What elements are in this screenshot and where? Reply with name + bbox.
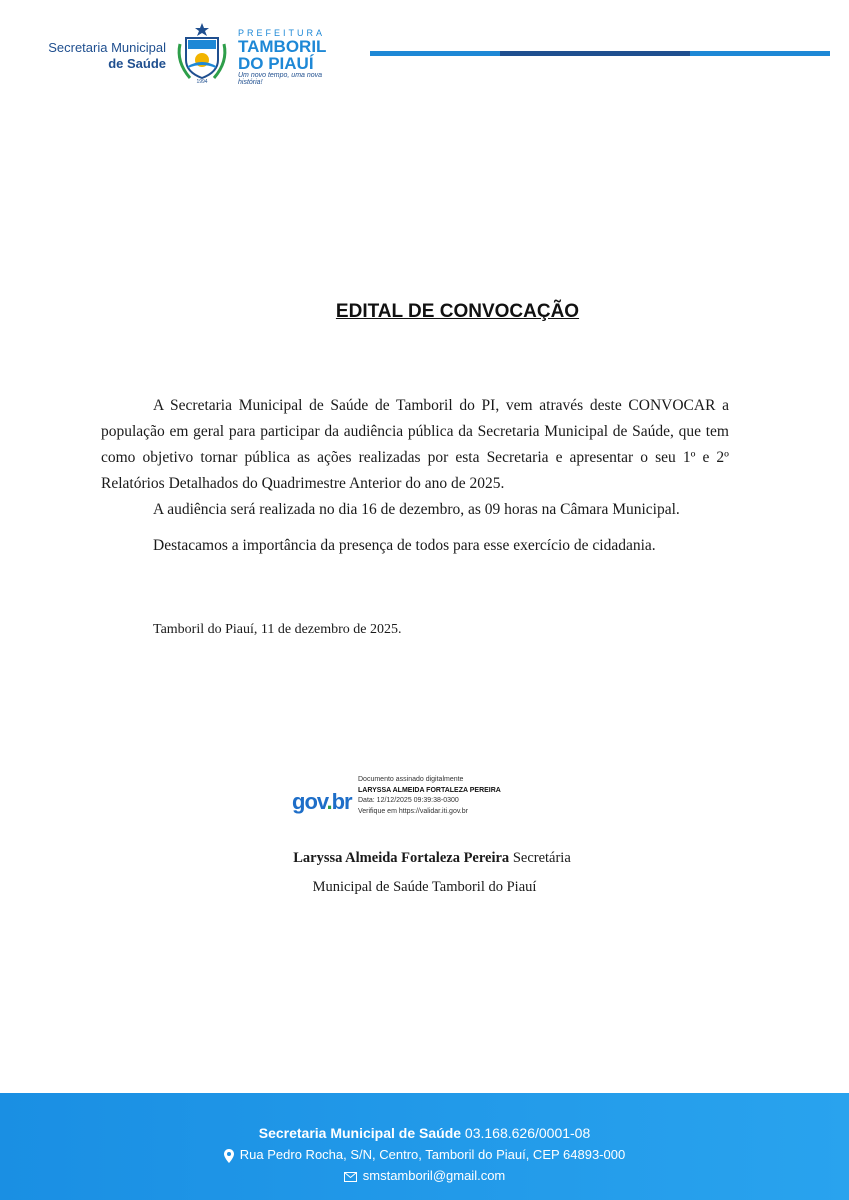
footer <box>0 1093 849 1200</box>
signature-line1: Documento assinado digitalmente <box>358 776 464 783</box>
place-date: Tamboril do Piauí, 11 de dezembro de 2025. <box>153 622 402 637</box>
govbr-logo <box>292 789 352 815</box>
signer-block <box>0 844 849 902</box>
govbr-logo-dot: . <box>326 789 332 814</box>
signer-line1 <box>0 844 849 873</box>
footer-org: Secretaria Municipal de Saúde <box>258 1125 462 1141</box>
paragraph-1: A Secretaria Municipal de Saúde de Tamboril do PI, vem através deste CONVOCAR a população em geral para participar da audiência pública da Secretaria Municipal de Saúde, que tem como objetivo tornar pública as ações realizadas por esta Secretaria e apresentar o seu 1º e 2º Relatórios Detalhados do Quadrimestre Anterior do ano de 2025. <box>101 397 729 492</box>
signature-line2: LARYSSA ALMEIDA FORTALEZA PEREIRA <box>358 786 501 794</box>
signer-role-part2: Municipal de Saúde Tamboril do Piauí <box>312 879 537 895</box>
digital-signature-stamp <box>288 775 548 825</box>
signature-line4: Verifique em https://validar.iti.gov.br <box>358 807 468 815</box>
document-title: EDITAL DE CONVOCAÇÃO <box>335 301 580 322</box>
header-brand <box>36 40 166 72</box>
pref-slogan: Um novo tempo, uma nova história! <box>238 72 323 86</box>
govbr-logo-gov: gov <box>292 789 327 814</box>
header-bar-segment <box>690 51 830 56</box>
location-pin-icon <box>224 1149 234 1163</box>
govbr-logo-br: br <box>331 789 352 814</box>
footer-line2 <box>0 1147 849 1163</box>
envelope-icon <box>344 1172 357 1182</box>
footer-line1 <box>0 1125 849 1141</box>
municipal-crest-icon <box>174 22 230 84</box>
signer-name: Laryssa Almeida Fortaleza Pereira <box>293 850 510 866</box>
brand-line1: Secretaria Municipal <box>48 40 166 55</box>
pref-line1: TAMBORIL <box>238 37 327 56</box>
footer-email[interactable]: smstamboril@gmail.com <box>362 1168 506 1183</box>
paragraph-2: A audiência será realizada no dia 16 de dezembro, as 09 horas na Câmara Municipal. <box>153 501 680 518</box>
prefeitura-logo <box>238 28 338 86</box>
header-bar-segment <box>370 51 500 56</box>
signature-line3: Data: 12/12/2025 09:39:38-0300 <box>358 797 459 804</box>
footer-line3 <box>0 1168 849 1183</box>
crest-year: 1994 <box>196 79 208 84</box>
signer-role-part1: Secretária <box>512 850 571 866</box>
header-bar-segment <box>500 51 690 56</box>
pref-line2: DO PIAUÍ <box>238 54 314 73</box>
footer-address: Rua Pedro Rocha, S/N, Centro, Tamboril do Piauí, CEP 64893-000 <box>239 1147 626 1162</box>
brand-line2: de Saúde <box>108 56 166 71</box>
footer-cnpj: 03.168.626/0001-08 <box>464 1125 591 1141</box>
paragraph-3: Destacamos a importância da presença de todos para esse exercício de cidadania. <box>153 537 656 554</box>
signature-details <box>358 775 501 817</box>
pref-small: PREFEITURA <box>238 28 326 38</box>
